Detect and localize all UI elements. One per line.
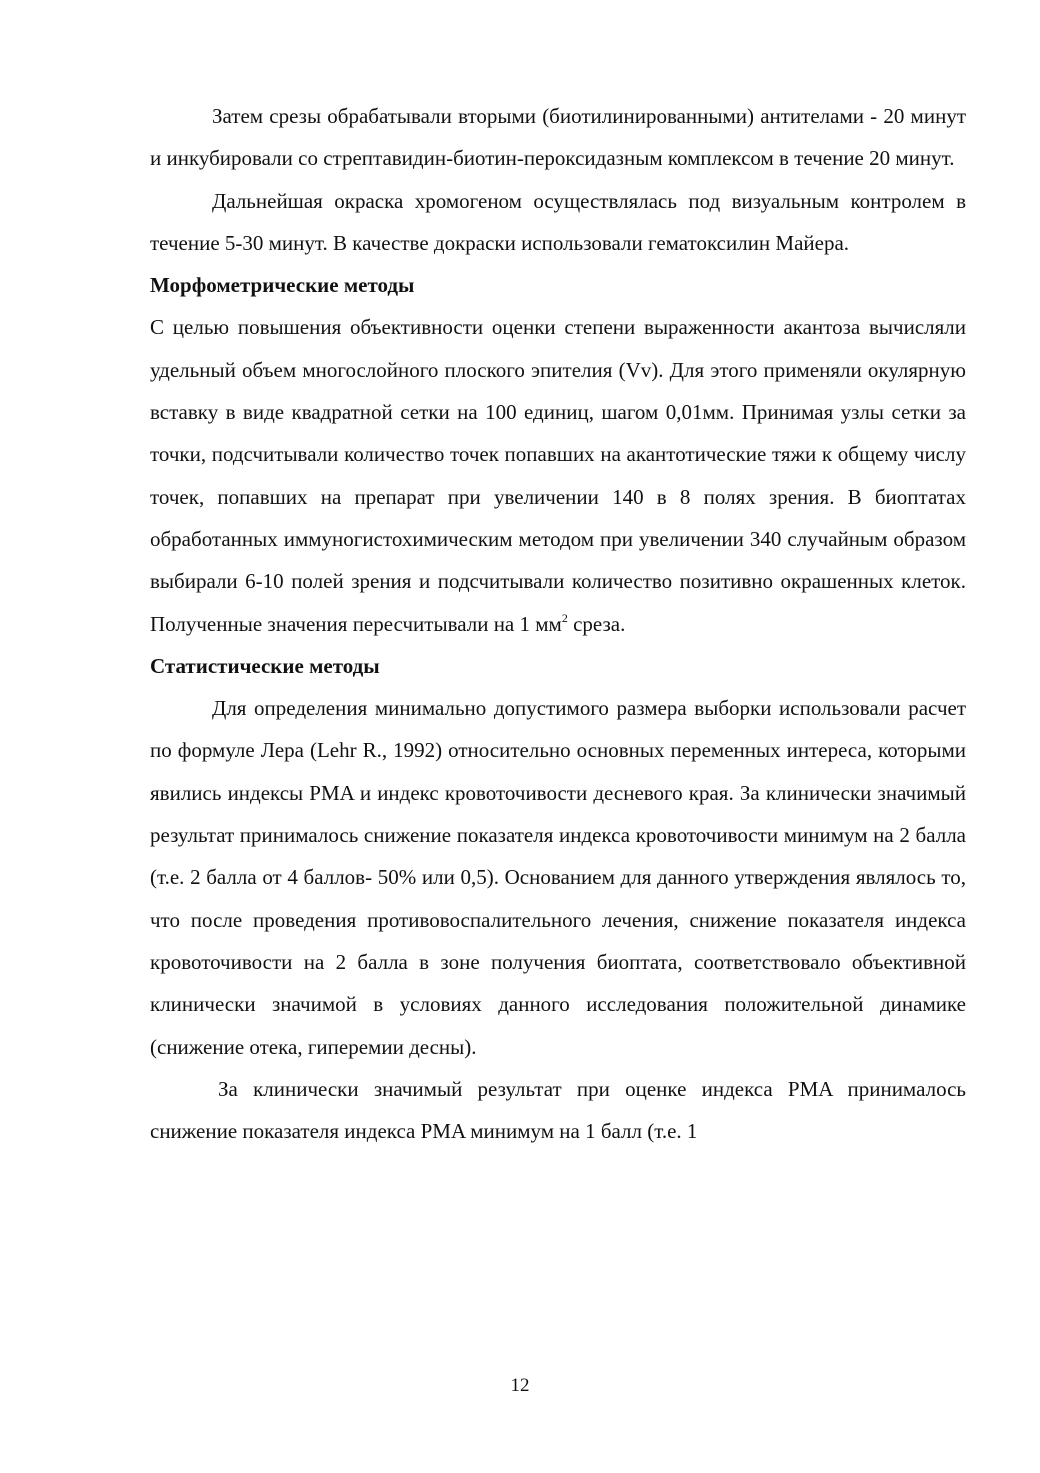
- paragraph-secondary-antibodies: Затем срезы обрабатывали вторыми (биотилинированными) антителами - 20 минут и инкубировали со стрептавидин-биотин-пероксидазным комплексом в течение 20 минут.: [150, 104, 966, 171]
- page-number: 12: [510, 1375, 530, 1396]
- paragraph-pma-index: За клинически значимый результат при оценке индекса PMA принималось снижение показателя индекса PMA минимум на 1 балл (т.е. 1: [150, 1076, 966, 1144]
- paragraph-acanthosis-text: С целью повышения объективности оценки степени выраженности акантоза вычисляли удельный объем многослойного плоского эпителия (Vv). Для этого применяли окулярную вставку в виде квадратной сетки на 100 единиц, шагом 0,01мм. Принимая узлы сетки за точки, подсчитывали количество точек попавших на акантотические тяжи к общему числу точек, попавших на препарат при увеличении 140 в 8 полях зрения. В биоптатах обработанных иммуногистохимическим методом при увеличении 340 случайным образом выбирали 6-10 полей зрения и подсчитывали количество позитивно окрашенных клеток. Полученные значения пересчитывали на 1 мм: [150, 315, 966, 636]
- heading-statistical-methods: Статистические методы: [150, 653, 380, 678]
- paragraph-acanthosis-tail: среза.: [567, 611, 626, 636]
- superscript-square: 2: [561, 610, 568, 625]
- paragraph-acanthosis-evaluation: [150, 306, 966, 644]
- paragraph-sample-size: Для определения минимально допустимого размера выборки использовали расчет по формуле Лера (Lehr R., 1992) относительно основных переменных интереса, которыми явились индексы PMA и индекс кровоточивости десневого края. За клинически значимый результат принималось снижение показателя индекса кровоточивости минимум на 2 балла (т.е. 2 балла от 4 баллов- 50% или 0,5). Основанием для данного утверждения являлось то, что после проведения противовоспалительного лечения, снижение показателя индекса кровоточивости на 2 балла в зоне получения биоптата, соответствовало объективной клинически значимой в условиях данного исследования положительной динамике (снижение отека, гиперемии десны).: [150, 696, 966, 1059]
- document-body: [150, 95, 966, 1152]
- paragraph-chromogen-staining: Дальнейшая окраска хромогеном осуществлялась под визуальным контролем в течение 5-30 минут. В качестве докраски использовали гематоксилин Майера.: [150, 188, 966, 255]
- heading-morphometric-methods: Морфометрические методы: [150, 273, 415, 298]
